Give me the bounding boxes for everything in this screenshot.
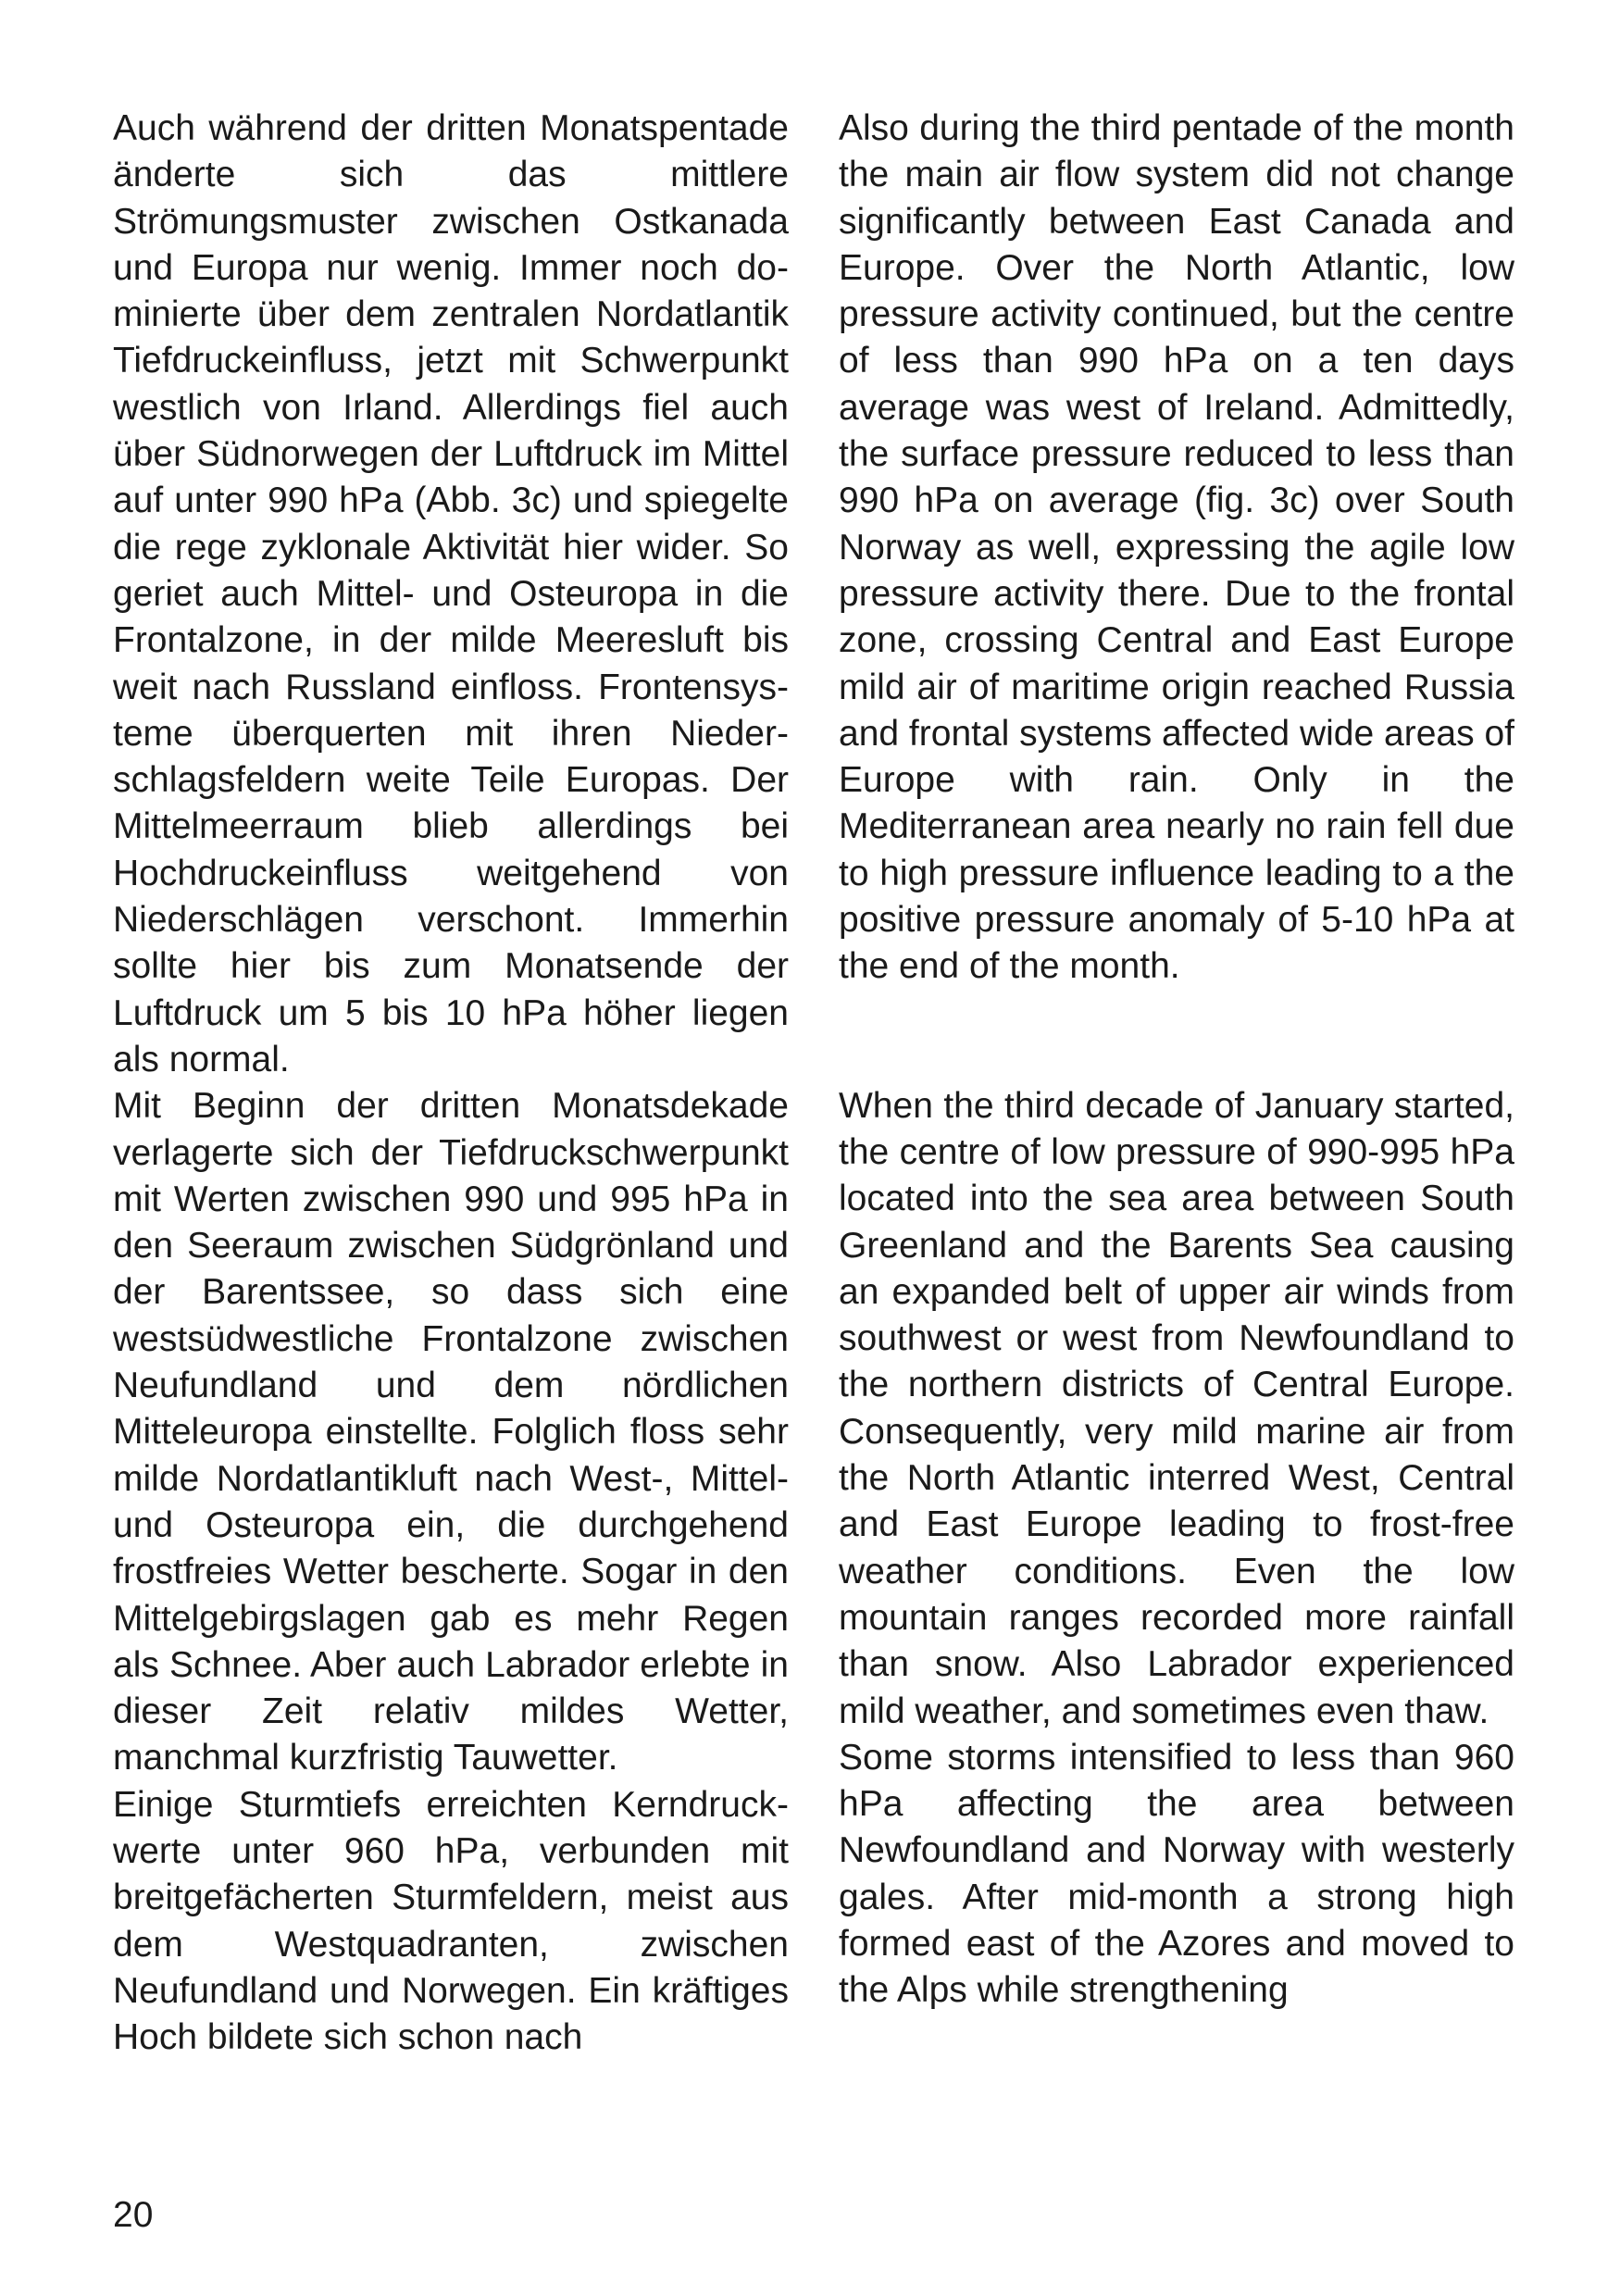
english-text-column [839, 106, 1514, 2015]
german-paragraph-1: Auch während der dritten Monatspentade änderte sich das mittlere Strömungsmuster zwischen Ostkanada und Europa nur wenig. Immer noch dominierte über dem zentralen Nordatlantik Tiefdruckeinfluss, jetzt mit Schwerpunkt westlich von Irland. Allerdings fiel auch über Südnorwegen der Luftdruck im Mittel auf unter 990 hPa (Abb. 3c) und spiegelte die rege zyklonale Aktivität hier wider. So geriet auch Mittel- und Osteuropa in die Frontalzone, in der milde Meeresluft bis weit nach Russland einfloss. Frontensysteme überquerten mit ihren Niederschlagsfeldern weite Teile Europas. Der Mittelmeerraum blieb allerdings bei Hochdruckeinfluss weitgehend von Niederschlägen verschont. Immerhin sollte hier bis zum Monatsende der Luftdruck um 5 bis 10 hPa höher liegen als normal. [113, 108, 789, 1079]
german-paragraph-3: Einige Sturmtiefs erreichten Kerndruckwerte unter 960 hPa, verbunden mit breitgefächerten Sturmfeldern, meist aus dem Westquadranten, zwischen Neufundland und Norwegen. Ein kräftiges Hoch bildete sich schon nach [113, 1784, 789, 2058]
german-paragraph-2: Mit Beginn der dritten Monatsdekade verlagerte sich der Tiefdruckschwerpunkt mit Werten zwischen 990 und 995 hPa in den Seeraum zwischen Südgrönland und der Barentssee, so dass sich eine westsüdwestliche Frontalzone zwischen Neufundland und dem nördlichen Mitteleuropa einstellte. Folglich floss sehr milde Nordatlantikluft nach West-, Mittel- und Osteuropa ein, die durchgehend frostfreies Wetter bescherte. Sogar in den Mittelgebirgslagen gab es mehr Regen als Schnee. Aber auch Labrador erlebte in dieser Zeit relativ mildes Wetter, manchmal kurzfristig Tauwetter. [113, 1086, 789, 1778]
page-number: 20 [113, 2195, 154, 2235]
german-text-column [113, 106, 789, 2061]
english-paragraph-2: When the third decade of January started, the centre of low pressure of 990-995 hPa located into the sea area between South Greenland and the Barents Sea causing an expanded belt of upper air winds from southwest or west from Newfoundland to the northern districts of Central Europe. Consequently, very mild marine air from the North Atlantic interred West, Central and East Europe leading to frost-free weather conditions. Even the low mountain ranges recorded more rainfall than snow. Also Labrador experienced mild weather, and sometimes even thaw. [839, 1085, 1514, 1731]
english-paragraph-3: Some storms intensified to less than 960 hPa affecting the area between Newfoundland and Norway with westerly gales. After mid-month a strong high formed east of the Azores and moved to the Alps while strengthening [839, 1737, 1514, 2011]
english-paragraph-1: Also during the third pentade of the month the main air flow system did not change significantly between East Canada and Europe. Over the North Atlantic, low pressure activity continued, but the centre of less than 990 hPa on a ten days average was west of Ireland. Admittedly, the surface pressure reduced to less than 990 hPa on average (fig. 3c) over South Norway as well, expressing the agile low pressure activity there. Due to the frontal zone, crossing Central and East Europe mild air of maritime origin reached Russia and frontal systems affected wide areas of Europe with rain. Only in the Mediterranean area nearly no rain fell due to high pressure influence leading to a the positive pressure anomaly of 5-10 hPa at the end of the month. [839, 108, 1514, 987]
